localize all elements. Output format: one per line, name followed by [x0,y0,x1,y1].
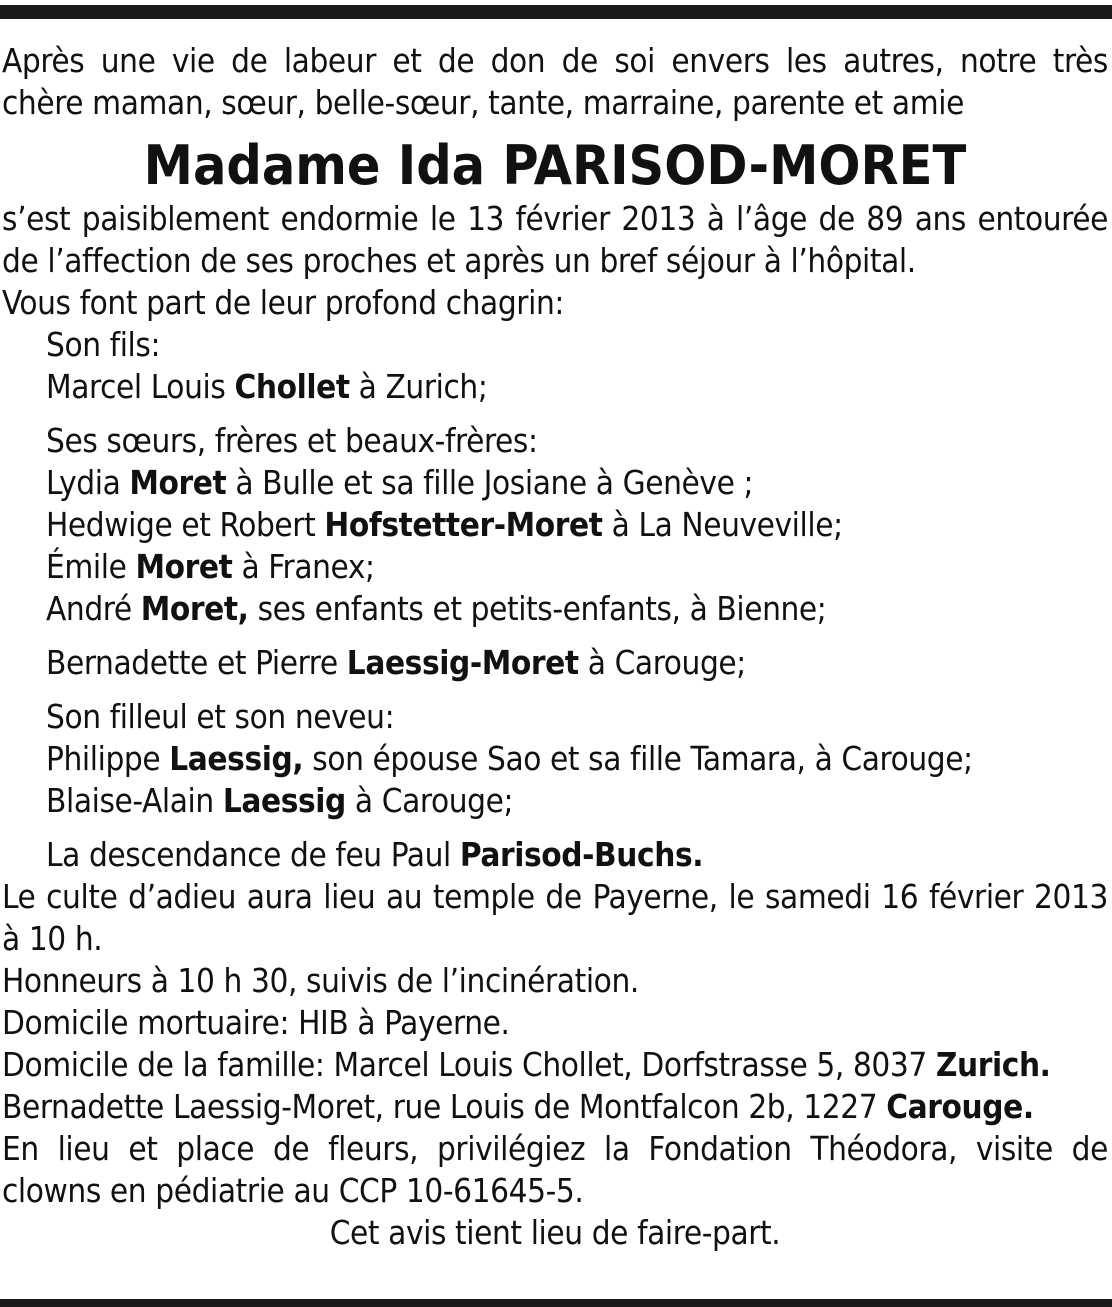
sibling-given-name: André [46,589,141,628]
sibling-details: à La Neuveville; [602,505,843,544]
sibling-entry [2,462,1108,504]
second-address-text: Bernadette Laessig-Moret, rue Louis de Montfalcon 2b, 1227 [2,1087,887,1126]
mortuary-info: Domicile mortuaire: HIB à Payerne. [2,1003,510,1042]
family-address-city: Zurich. [935,1045,1051,1084]
godson-surname: Laessig, [169,739,304,778]
son-heading: Son fils: [46,325,161,364]
honours-info: Honneurs à 10 h 30, suivis de l’incinération. [2,961,639,1000]
godson-entry [2,738,1108,780]
sibling-given-name: Bernadette et Pierre [46,643,347,682]
obituary-notice [2,40,1108,1254]
son-location: à Zurich; [349,367,488,406]
siblings-heading: Ses sœurs, frères et beaux-frères: [46,421,538,460]
godson-details: son épouse Sao et sa fille Tamara, à Carouge; [303,739,973,778]
sibling-surname: Hofstetter-Moret [324,505,603,544]
closing-line: Cet avis tient lieu de faire-part. [329,1213,781,1252]
deceased-name: Madame Ida PARISOD-MORET [143,134,967,197]
sibling-details: ses enfants et petits-enfants, à Bienne; [248,589,827,628]
top-border-rule [0,5,1112,19]
descendants-entry [2,834,1108,876]
son-surname: Chollet [234,367,350,406]
sibling-details: à Bulle et sa fille Josiane à Genève ; [226,463,754,502]
sibling-surname: Moret [135,547,233,586]
sibling-entry [2,504,1108,546]
family-address [2,1044,1108,1086]
second-address [2,1086,1108,1128]
sibling-given-name: Hedwige et Robert [46,505,325,544]
descendants-surname: Parisod-Buchs. [459,835,704,874]
sibling-given-name: Lydia [46,463,130,502]
service-info: Le culte d’adieu aura lieu au temple de Payerne, le samedi 16 février 2013 à 10 h. [2,877,1108,958]
bottom-border-rule [0,1299,1112,1307]
sibling-entry [2,588,1108,630]
sibling-given-name: Émile [46,547,136,586]
son-entry [2,366,1108,408]
godson-surname: Laessig [222,781,346,820]
godson-entry [2,780,1108,822]
godson-given-name: Philippe [46,739,170,778]
family-address-text: Domicile de la famille: Marcel Louis Chollet, Dorfstrasse 5, 8037 [2,1045,936,1084]
sibling-surname: Moret [129,463,227,502]
intro-line-1: Après une vie de labeur et de don de soi envers les autres, notre très [2,41,1108,80]
sibling-entry [2,546,1108,588]
sibling-details: à Carouge; [578,643,746,682]
second-address-city: Carouge. [886,1087,1034,1126]
son-given-name: Marcel Louis [46,367,235,406]
death-notice-line-3: Vous font part de leur profond chagrin: [2,283,564,322]
death-notice-line-2: de l’affection de ses proches et après un bref séjour à l’hôpital. [2,241,916,280]
intro-line-2: chère maman, sœur, belle-sœur, tante, marraine, parente et amie [2,83,964,122]
sibling-entry-extra [2,642,1108,684]
godson-given-name: Blaise-Alain [46,781,223,820]
sibling-surname: Laessig-Moret [346,643,579,682]
donation-info: En lieu et place de fleurs, privilégiez la Fondation Théodora, visite de clowns en pédiatrie au CCP 10-61645-5. [2,1129,1108,1210]
sibling-surname: Moret, [140,589,249,628]
godson-heading: Son filleul et son neveu: [46,697,395,736]
sibling-details: à Franex; [232,547,375,586]
godson-details: à Carouge; [345,781,514,820]
death-notice-line-1: s’est paisiblement endormie le 13 février 2013 à l’âge de 89 ans entourée [2,199,1108,238]
descendants-text: La descendance de feu Paul [46,835,460,874]
